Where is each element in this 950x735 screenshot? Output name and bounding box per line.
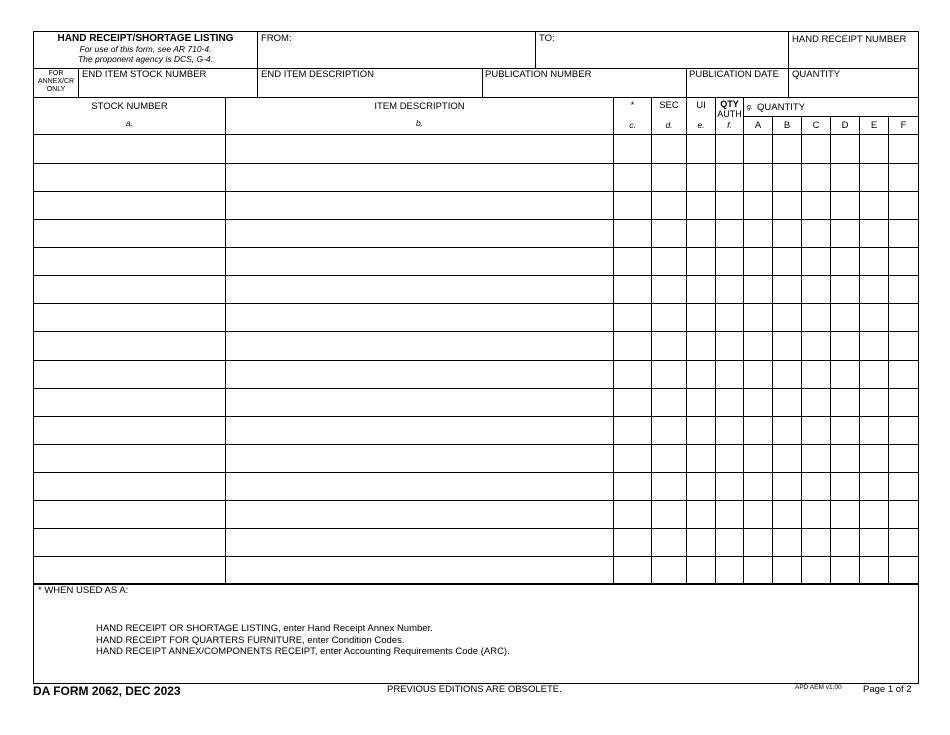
- cell-qty-b[interactable]: [773, 529, 801, 555]
- cell-qty-auth[interactable]: [716, 445, 743, 471]
- cell-qty-auth[interactable]: [716, 417, 743, 443]
- col-header-item-description: ITEM DESCRIPTION: [374, 101, 465, 112]
- cell-sec[interactable]: [652, 164, 686, 190]
- cell-qty-f[interactable]: [889, 417, 917, 443]
- cell-sec[interactable]: [652, 276, 686, 302]
- cell-ui[interactable]: [687, 361, 715, 387]
- cell-qty-c[interactable]: [802, 192, 830, 218]
- cell-item-description[interactable]: [226, 557, 613, 583]
- cell-qty-e[interactable]: [860, 361, 888, 387]
- cell-qty-auth[interactable]: [716, 192, 743, 218]
- cell-qty-d[interactable]: [831, 389, 859, 415]
- cell-qty-a[interactable]: [744, 445, 772, 471]
- quantity-field[interactable]: [789, 81, 917, 96]
- cell-qty-f[interactable]: [889, 473, 917, 499]
- cell-ui[interactable]: [687, 164, 715, 190]
- cell-qty-a[interactable]: [744, 276, 772, 302]
- cell-qty-e[interactable]: [860, 501, 888, 527]
- cell-qty-b[interactable]: [773, 248, 801, 274]
- col-letter-d: d.: [665, 120, 673, 130]
- cell-stock-number[interactable]: [34, 220, 225, 246]
- cell-qty-auth[interactable]: [716, 557, 743, 583]
- cell-item-description[interactable]: [226, 389, 613, 415]
- col-letter-c: c.: [629, 120, 636, 130]
- form-subtitle-2: The proponent agency is DCS, G-4.: [77, 54, 214, 64]
- cell-stock-number[interactable]: [34, 164, 225, 190]
- cell-qty-e[interactable]: [860, 276, 888, 302]
- cell-sec[interactable]: [652, 445, 686, 471]
- cell-qty-b[interactable]: [773, 501, 801, 527]
- cell-qty-c[interactable]: [802, 417, 830, 443]
- cell-qty-auth[interactable]: [716, 248, 743, 274]
- col-letter-f: f.: [727, 120, 732, 130]
- cell-qty-b[interactable]: [773, 332, 801, 359]
- cell-item-description[interactable]: [226, 136, 613, 162]
- cell-qty-d[interactable]: [831, 248, 859, 274]
- cell-qty-e[interactable]: [860, 417, 888, 443]
- cell-sec[interactable]: [652, 192, 686, 218]
- note-3: HAND RECEIPT ANNEX/COMPONENTS RECEIPT, enter Accounting Requirements Code (ARC).: [96, 646, 510, 657]
- cell-item-description[interactable]: [226, 276, 613, 302]
- to-label: TO:: [539, 33, 555, 44]
- cell-ui[interactable]: [687, 445, 715, 471]
- quantity-label: QUANTITY: [792, 69, 841, 80]
- cell-stock-number[interactable]: [34, 136, 225, 162]
- col-header-sec: SEC: [659, 100, 679, 111]
- cell-sec[interactable]: [652, 136, 686, 162]
- annex-label-1: FOR: [48, 70, 64, 77]
- cell-qty-f[interactable]: [889, 445, 917, 471]
- cell-qty-b[interactable]: [773, 389, 801, 415]
- cell-stock-number[interactable]: [34, 529, 225, 555]
- col-letter-b: b.: [415, 118, 424, 128]
- end-item-description-label: END ITEM DESCRIPTION: [261, 69, 374, 80]
- cell-qty-e[interactable]: [860, 304, 888, 330]
- cell-qty-f[interactable]: [889, 501, 917, 527]
- cell-qty-b[interactable]: [773, 445, 801, 471]
- cell-sec[interactable]: [652, 220, 686, 246]
- cell-star[interactable]: [614, 276, 651, 302]
- cell-qty-b[interactable]: [773, 276, 801, 302]
- cell-stock-number[interactable]: [34, 417, 225, 443]
- col-letter-e: e.: [697, 120, 705, 130]
- cell-qty-d[interactable]: [831, 220, 859, 246]
- cell-qty-d[interactable]: [831, 417, 859, 443]
- cell-item-description[interactable]: [226, 501, 613, 527]
- cell-qty-c[interactable]: [802, 529, 830, 555]
- cell-qty-f[interactable]: [889, 136, 917, 162]
- cell-stock-number[interactable]: [34, 445, 225, 471]
- cell-qty-auth[interactable]: [716, 136, 743, 162]
- cell-qty-b[interactable]: [773, 557, 801, 583]
- cell-ui[interactable]: [687, 473, 715, 499]
- qty-subcol-d: D: [841, 120, 849, 131]
- cell-qty-a[interactable]: [744, 501, 772, 527]
- cell-item-description[interactable]: [226, 164, 613, 190]
- cell-qty-e[interactable]: [860, 389, 888, 415]
- cell-qty-c[interactable]: [802, 445, 830, 471]
- cell-qty-b[interactable]: [773, 304, 801, 330]
- cell-sec[interactable]: [652, 248, 686, 274]
- cell-qty-auth[interactable]: [716, 473, 743, 499]
- cell-stock-number[interactable]: [34, 304, 225, 330]
- cell-qty-f[interactable]: [889, 164, 917, 190]
- col-letter-a: a.: [125, 118, 134, 128]
- cell-item-description[interactable]: [226, 304, 613, 330]
- cell-qty-auth[interactable]: [716, 389, 743, 415]
- cell-star[interactable]: [614, 332, 651, 359]
- note-1: HAND RECEIPT OR SHORTAGE LISTING, enter Hand Receipt Annex Number.: [96, 623, 433, 634]
- cell-qty-c[interactable]: [802, 136, 830, 162]
- cell-ui[interactable]: [687, 276, 715, 302]
- cell-stock-number[interactable]: [34, 501, 225, 527]
- cell-qty-d[interactable]: [831, 136, 859, 162]
- cell-item-description[interactable]: [226, 473, 613, 499]
- cell-qty-c[interactable]: [802, 248, 830, 274]
- cell-qty-e[interactable]: [860, 557, 888, 583]
- cell-sec[interactable]: [652, 473, 686, 499]
- from-field[interactable]: [258, 46, 534, 67]
- col-header-qty-auth-2: AUTH: [717, 109, 742, 119]
- cell-item-description[interactable]: [226, 220, 613, 246]
- col-header-star: *: [630, 100, 635, 111]
- cell-star[interactable]: [614, 248, 651, 274]
- cell-qty-e[interactable]: [860, 192, 888, 218]
- cell-qty-auth[interactable]: [716, 332, 743, 359]
- cell-qty-b[interactable]: [773, 361, 801, 387]
- cell-qty-b[interactable]: [773, 136, 801, 162]
- cell-star[interactable]: [614, 445, 651, 471]
- publication-number-field[interactable]: [483, 81, 685, 96]
- hand-receipt-number-label: HAND RECEIPT NUMBER: [792, 34, 907, 45]
- cell-qty-d[interactable]: [831, 557, 859, 583]
- obsolete-notice: PREVIOUS EDITIONS ARE OBSOLETE.: [387, 684, 562, 695]
- cell-item-description[interactable]: [226, 361, 613, 387]
- cell-qty-d[interactable]: [831, 164, 859, 190]
- end-item-stock-label: END ITEM STOCK NUMBER: [82, 69, 207, 80]
- cell-qty-f[interactable]: [889, 557, 917, 583]
- qty-subcol-c: C: [812, 120, 820, 131]
- cell-qty-auth[interactable]: [716, 529, 743, 555]
- cell-star[interactable]: [614, 389, 651, 415]
- cell-qty-e[interactable]: [860, 445, 888, 471]
- cell-qty-c[interactable]: [802, 501, 830, 527]
- from-label: FROM:: [261, 33, 292, 44]
- cell-qty-d[interactable]: [831, 276, 859, 302]
- hand-receipt-number-field[interactable]: [789, 48, 917, 67]
- row2-bottom: [33, 97, 919, 98]
- cell-star[interactable]: [614, 529, 651, 555]
- cell-qty-a[interactable]: [744, 248, 772, 274]
- cell-item-description[interactable]: [226, 332, 613, 359]
- cell-qty-a[interactable]: [744, 304, 772, 330]
- cell-qty-f[interactable]: [889, 389, 917, 415]
- cell-qty-b[interactable]: [773, 417, 801, 443]
- cell-ui[interactable]: [687, 417, 715, 443]
- cell-stock-number[interactable]: [34, 276, 225, 302]
- cell-qty-c[interactable]: [802, 361, 830, 387]
- cell-qty-d[interactable]: [831, 501, 859, 527]
- cell-ui[interactable]: [687, 304, 715, 330]
- form-title: HAND RECEIPT/SHORTAGE LISTING: [57, 33, 234, 44]
- cell-ui[interactable]: [687, 529, 715, 555]
- cell-qty-b[interactable]: [773, 192, 801, 218]
- cell-sec[interactable]: [652, 389, 686, 415]
- cell-qty-a[interactable]: [744, 192, 772, 218]
- header-bottom: [33, 134, 919, 135]
- cell-qty-d[interactable]: [831, 304, 859, 330]
- cell-qty-c[interactable]: [802, 276, 830, 302]
- cell-sec[interactable]: [652, 332, 686, 359]
- cell-stock-number[interactable]: [34, 332, 225, 359]
- cell-qty-a[interactable]: [744, 417, 772, 443]
- annex-label-3: ONLY: [46, 86, 66, 93]
- cell-star[interactable]: [614, 304, 651, 330]
- cell-qty-f[interactable]: [889, 248, 917, 274]
- cell-qty-e[interactable]: [860, 332, 888, 359]
- cell-stock-number[interactable]: [34, 389, 225, 415]
- to-field[interactable]: [536, 46, 787, 67]
- col-header-qty-auth-1: QTY: [720, 99, 739, 109]
- cell-qty-a[interactable]: [744, 529, 772, 555]
- col-letter-g: g.: [747, 104, 753, 111]
- cell-star[interactable]: [614, 557, 651, 583]
- cell-qty-a[interactable]: [744, 557, 772, 583]
- cell-ui[interactable]: [687, 389, 715, 415]
- cell-qty-f[interactable]: [889, 304, 917, 330]
- cell-sec[interactable]: [652, 501, 686, 527]
- notes-heading: * WHEN USED AS A:: [38, 585, 129, 596]
- note-2: HAND RECEIPT FOR QUARTERS FURNITURE, enter Condition Codes.: [96, 635, 405, 646]
- cell-star[interactable]: [614, 164, 651, 190]
- publication-number-label: PUBLICATION NUMBER: [485, 69, 592, 80]
- cell-qty-e[interactable]: [860, 473, 888, 499]
- cell-qty-a[interactable]: [744, 473, 772, 499]
- frame-right: [918, 31, 919, 684]
- cell-stock-number[interactable]: [34, 473, 225, 499]
- cell-qty-b[interactable]: [773, 164, 801, 190]
- cell-qty-f[interactable]: [889, 192, 917, 218]
- cell-qty-auth[interactable]: [716, 220, 743, 246]
- qty-subcol-b: B: [783, 120, 791, 131]
- end-item-stock-field[interactable]: [79, 81, 256, 96]
- cell-qty-d[interactable]: [831, 445, 859, 471]
- cell-qty-a[interactable]: [744, 389, 772, 415]
- cell-qty-auth[interactable]: [716, 164, 743, 190]
- cell-stock-number[interactable]: [34, 192, 225, 218]
- col-header-stock-number: STOCK NUMBER: [91, 101, 168, 112]
- qty-subheader-line: [743, 116, 919, 117]
- cell-ui[interactable]: [687, 332, 715, 359]
- qty-subcol-a: A: [754, 120, 762, 131]
- cell-qty-c[interactable]: [802, 389, 830, 415]
- cell-qty-a[interactable]: [744, 136, 772, 162]
- cell-star[interactable]: [614, 501, 651, 527]
- cell-qty-a[interactable]: [744, 164, 772, 190]
- frame-top: [33, 31, 919, 32]
- cell-qty-d[interactable]: [831, 361, 859, 387]
- cell-item-description[interactable]: [226, 248, 613, 274]
- qty-subcol-f: F: [900, 120, 907, 131]
- end-item-description-field[interactable]: [258, 81, 481, 96]
- cell-item-description[interactable]: [226, 417, 613, 443]
- cell-qty-b[interactable]: [773, 473, 801, 499]
- version-label: APD AEM v1.00: [795, 684, 842, 691]
- annex-label-2: ANNEX/CR: [37, 78, 75, 85]
- cell-qty-e[interactable]: [860, 164, 888, 190]
- cell-ui[interactable]: [687, 248, 715, 274]
- cell-qty-e[interactable]: [860, 248, 888, 274]
- cell-star[interactable]: [614, 361, 651, 387]
- cell-sec[interactable]: [652, 304, 686, 330]
- table-bottom: [33, 583, 919, 585]
- col-header-ui: UI: [696, 100, 706, 111]
- cell-ui[interactable]: [687, 192, 715, 218]
- cell-qty-e[interactable]: [860, 136, 888, 162]
- cell-qty-c[interactable]: [802, 164, 830, 190]
- cell-star[interactable]: [614, 220, 651, 246]
- publication-date-field[interactable]: [687, 81, 787, 96]
- cell-qty-b[interactable]: [773, 220, 801, 246]
- cell-ui[interactable]: [687, 501, 715, 527]
- cell-qty-auth[interactable]: [716, 501, 743, 527]
- cell-sec[interactable]: [652, 557, 686, 583]
- cell-qty-d[interactable]: [831, 529, 859, 555]
- cell-qty-e[interactable]: [860, 220, 888, 246]
- cell-stock-number[interactable]: [34, 557, 225, 583]
- qty-subcol-e: E: [870, 120, 878, 131]
- cell-stock-number[interactable]: [34, 361, 225, 387]
- cell-item-description[interactable]: [226, 192, 613, 218]
- cell-qty-d[interactable]: [831, 332, 859, 359]
- cell-qty-d[interactable]: [831, 473, 859, 499]
- cell-star[interactable]: [614, 417, 651, 443]
- cell-qty-auth[interactable]: [716, 361, 743, 387]
- cell-sec[interactable]: [652, 529, 686, 555]
- cell-qty-a[interactable]: [744, 220, 772, 246]
- cell-item-description[interactable]: [226, 445, 613, 471]
- cell-ui[interactable]: [687, 136, 715, 162]
- form-id: DA FORM 2062, DEC 2023: [33, 684, 181, 698]
- cell-star[interactable]: [614, 473, 651, 499]
- cell-star[interactable]: [614, 192, 651, 218]
- cell-qty-e[interactable]: [860, 529, 888, 555]
- cell-star[interactable]: [614, 136, 651, 162]
- cell-qty-f[interactable]: [889, 529, 917, 555]
- cell-qty-auth[interactable]: [716, 304, 743, 330]
- cell-qty-f[interactable]: [889, 276, 917, 302]
- cell-ui[interactable]: [687, 220, 715, 246]
- cell-qty-d[interactable]: [831, 192, 859, 218]
- publication-date-label: PUBLICATION DATE: [689, 69, 779, 80]
- cell-sec[interactable]: [652, 361, 686, 387]
- cell-qty-c[interactable]: [802, 220, 830, 246]
- cell-qty-f[interactable]: [889, 361, 917, 387]
- cell-qty-c[interactable]: [802, 473, 830, 499]
- cell-stock-number[interactable]: [34, 248, 225, 274]
- cell-qty-a[interactable]: [744, 361, 772, 387]
- cell-qty-c[interactable]: [802, 304, 830, 330]
- cell-qty-c[interactable]: [802, 557, 830, 583]
- cell-qty-f[interactable]: [889, 332, 917, 359]
- cell-qty-f[interactable]: [889, 220, 917, 246]
- form-subtitle-1: For use of this form, see AR 710-4.: [79, 44, 212, 54]
- page-indicator: Page 1 of 2: [863, 684, 912, 695]
- cell-qty-auth[interactable]: [716, 276, 743, 302]
- col-header-quantity: QUANTITY: [757, 102, 806, 113]
- cell-ui[interactable]: [687, 557, 715, 583]
- cell-sec[interactable]: [652, 417, 686, 443]
- cell-qty-a[interactable]: [744, 332, 772, 359]
- cell-item-description[interactable]: [226, 529, 613, 555]
- cell-qty-c[interactable]: [802, 332, 830, 359]
